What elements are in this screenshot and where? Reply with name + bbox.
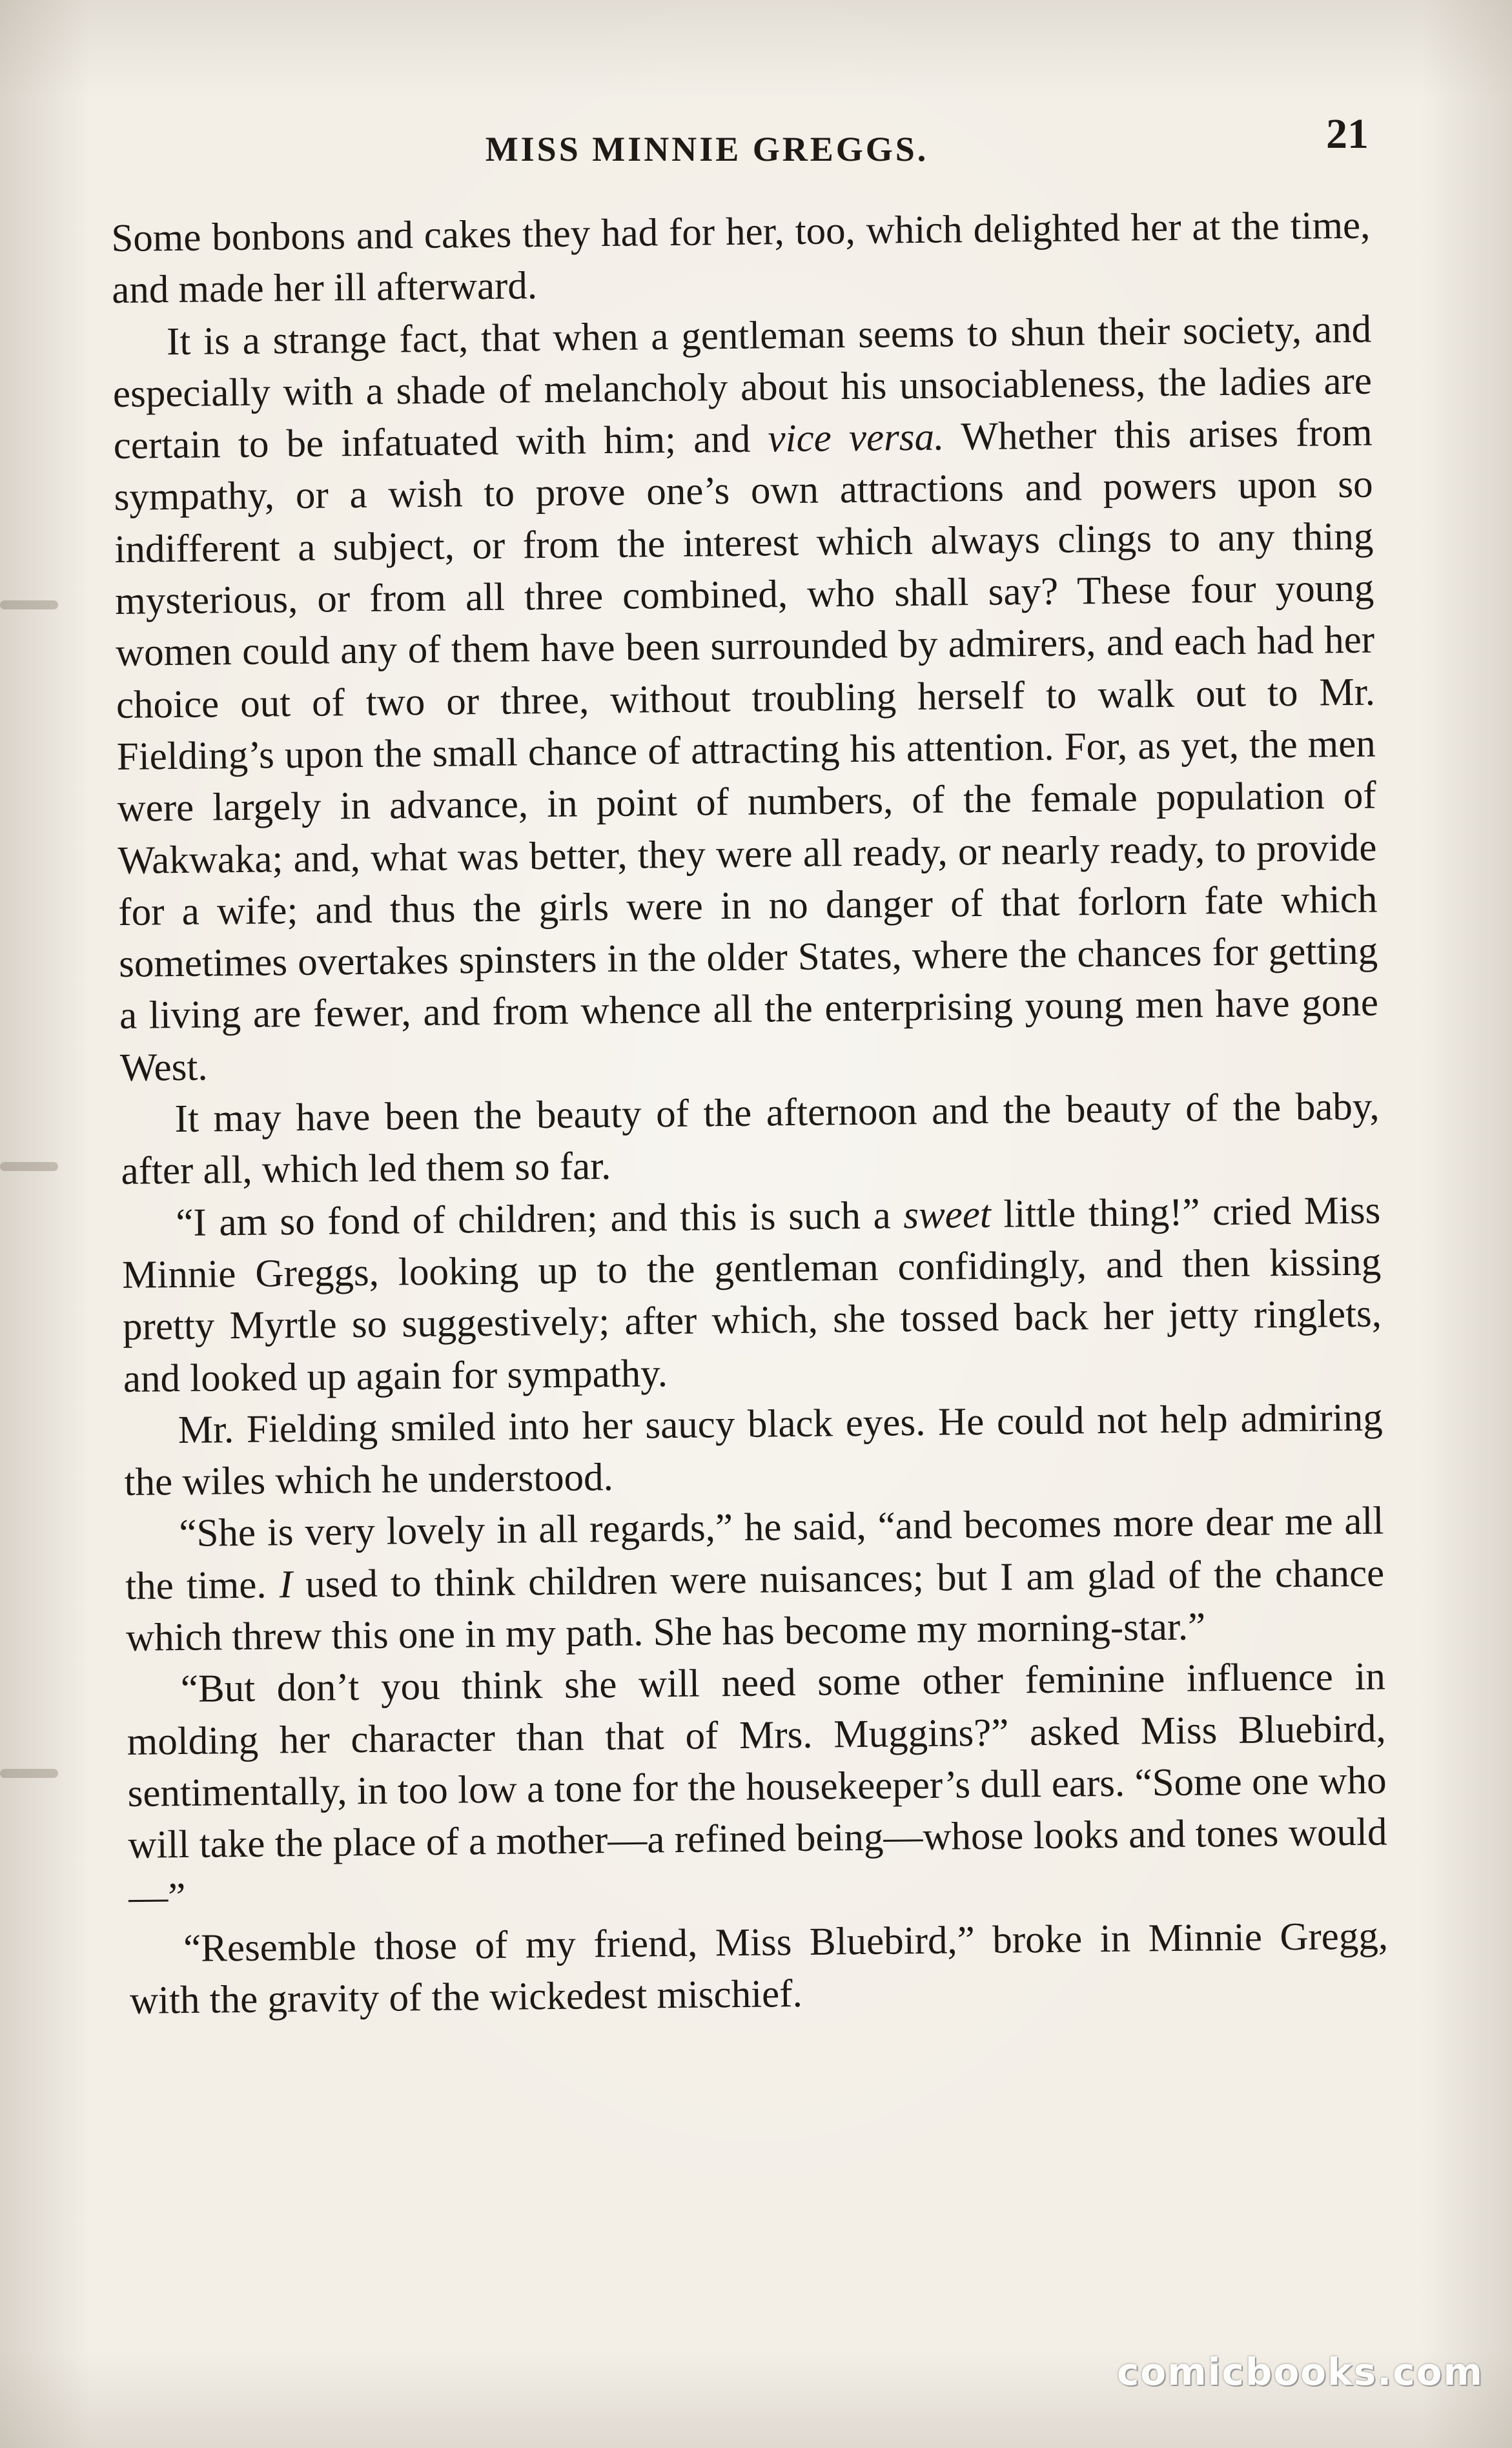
text-run: Whether this arises from sympathy, or a wish to prove one’s own attractions and powers upon so indifferent a subject, or from the interest which always clings to any thing mysterious, or from all three combined, who shall say? These four young women could any of them have been surrounded by admirers, and each had her choice out of two or three, without troubling herself to walk out to Mr. Fielding’s upon the small chance of attracting his attention. For, as yet, the men were largely in advance, in point of numbers, of the female population of Wakwaka; and, what was better, they were all ready, or nearly ready, to provide for a wife; and thus the girls were in no danger of that forlorn fate which sometimes overtakes spinsters in the older States, where the chances for getting a living are fewer, and from whence all the enterprising young men have gone West. <box>114 411 1379 1090</box>
running-title: MISS MINNIE GREGGS. <box>485 130 929 168</box>
page-header <box>0 110 1512 181</box>
italic-text-run: vice versa. <box>768 415 945 461</box>
paragraph <box>120 1081 1380 1198</box>
text-run: “I am so fond of children; and this is such a <box>176 1193 904 1245</box>
body-text <box>111 200 1389 2028</box>
text-run: Mr. Fielding smiled into her saucy black eyes. He could not help admiring the wiles which he understood. <box>124 1396 1383 1505</box>
page-number: 21 <box>1326 110 1369 158</box>
text-run: little thing!” cried Miss Minnie Greggs, looking up to the gentleman confidingly, and then kissing pretty Myrtle so suggestively; after which, she tossed back her jetty ringlets, and looked up again for sympathy. <box>121 1188 1382 1401</box>
text-run: “Resemble those of my friend, Miss Bluebird,” broke in Minnie Gregg, with the gravity of the wickedest mischief. <box>129 1914 1389 2023</box>
text-run: used to think children were nuisances; but I am glad of the chance which threw this one in my path. She has become my morning-star.” <box>125 1551 1385 1660</box>
paragraph <box>111 200 1371 317</box>
paragraph <box>112 303 1380 1094</box>
page-edge-tear <box>0 600 58 609</box>
text-run: “But don’t you think she will need some other feminine influence in molding her character than that of Mrs. Muggins?” asked Miss Bluebird, sentimentally, in too low a tone for the housekeeper’s dull ears. “Some one who will take the place of a mother—a refined being—whose looks and tones would—” <box>127 1655 1387 1919</box>
paragraph <box>123 1392 1384 1509</box>
text-run: It may have been the beauty of the afternoon and the beauty of the baby, after all, which led them so far. <box>121 1085 1380 1194</box>
paragraph <box>125 1496 1385 1664</box>
paragraph <box>129 1910 1389 2027</box>
italic-text-run: I <box>279 1562 293 1607</box>
paragraph <box>121 1185 1382 1405</box>
page-edge-tear <box>0 1769 58 1778</box>
text-run: Some bonbons and cakes they had for her, too, which delighted her at the time, and made her ill afterward. <box>111 203 1371 312</box>
italic-text-run: sweet <box>903 1192 992 1237</box>
page-edge-tear <box>0 1162 58 1171</box>
text-run: “She is very lovely in all regards,” he said, “and becomes more dear me all the time. <box>125 1499 1384 1608</box>
text-run: It is a strange fact, that when a gentleman seems to shun their society, and especially with a shade of melancholy about his unsociableness, the ladies are certain to be infatuated with him; and <box>112 307 1373 468</box>
watermark-logo: comicbooks.com <box>1117 2350 1484 2394</box>
paragraph <box>127 1651 1388 1924</box>
